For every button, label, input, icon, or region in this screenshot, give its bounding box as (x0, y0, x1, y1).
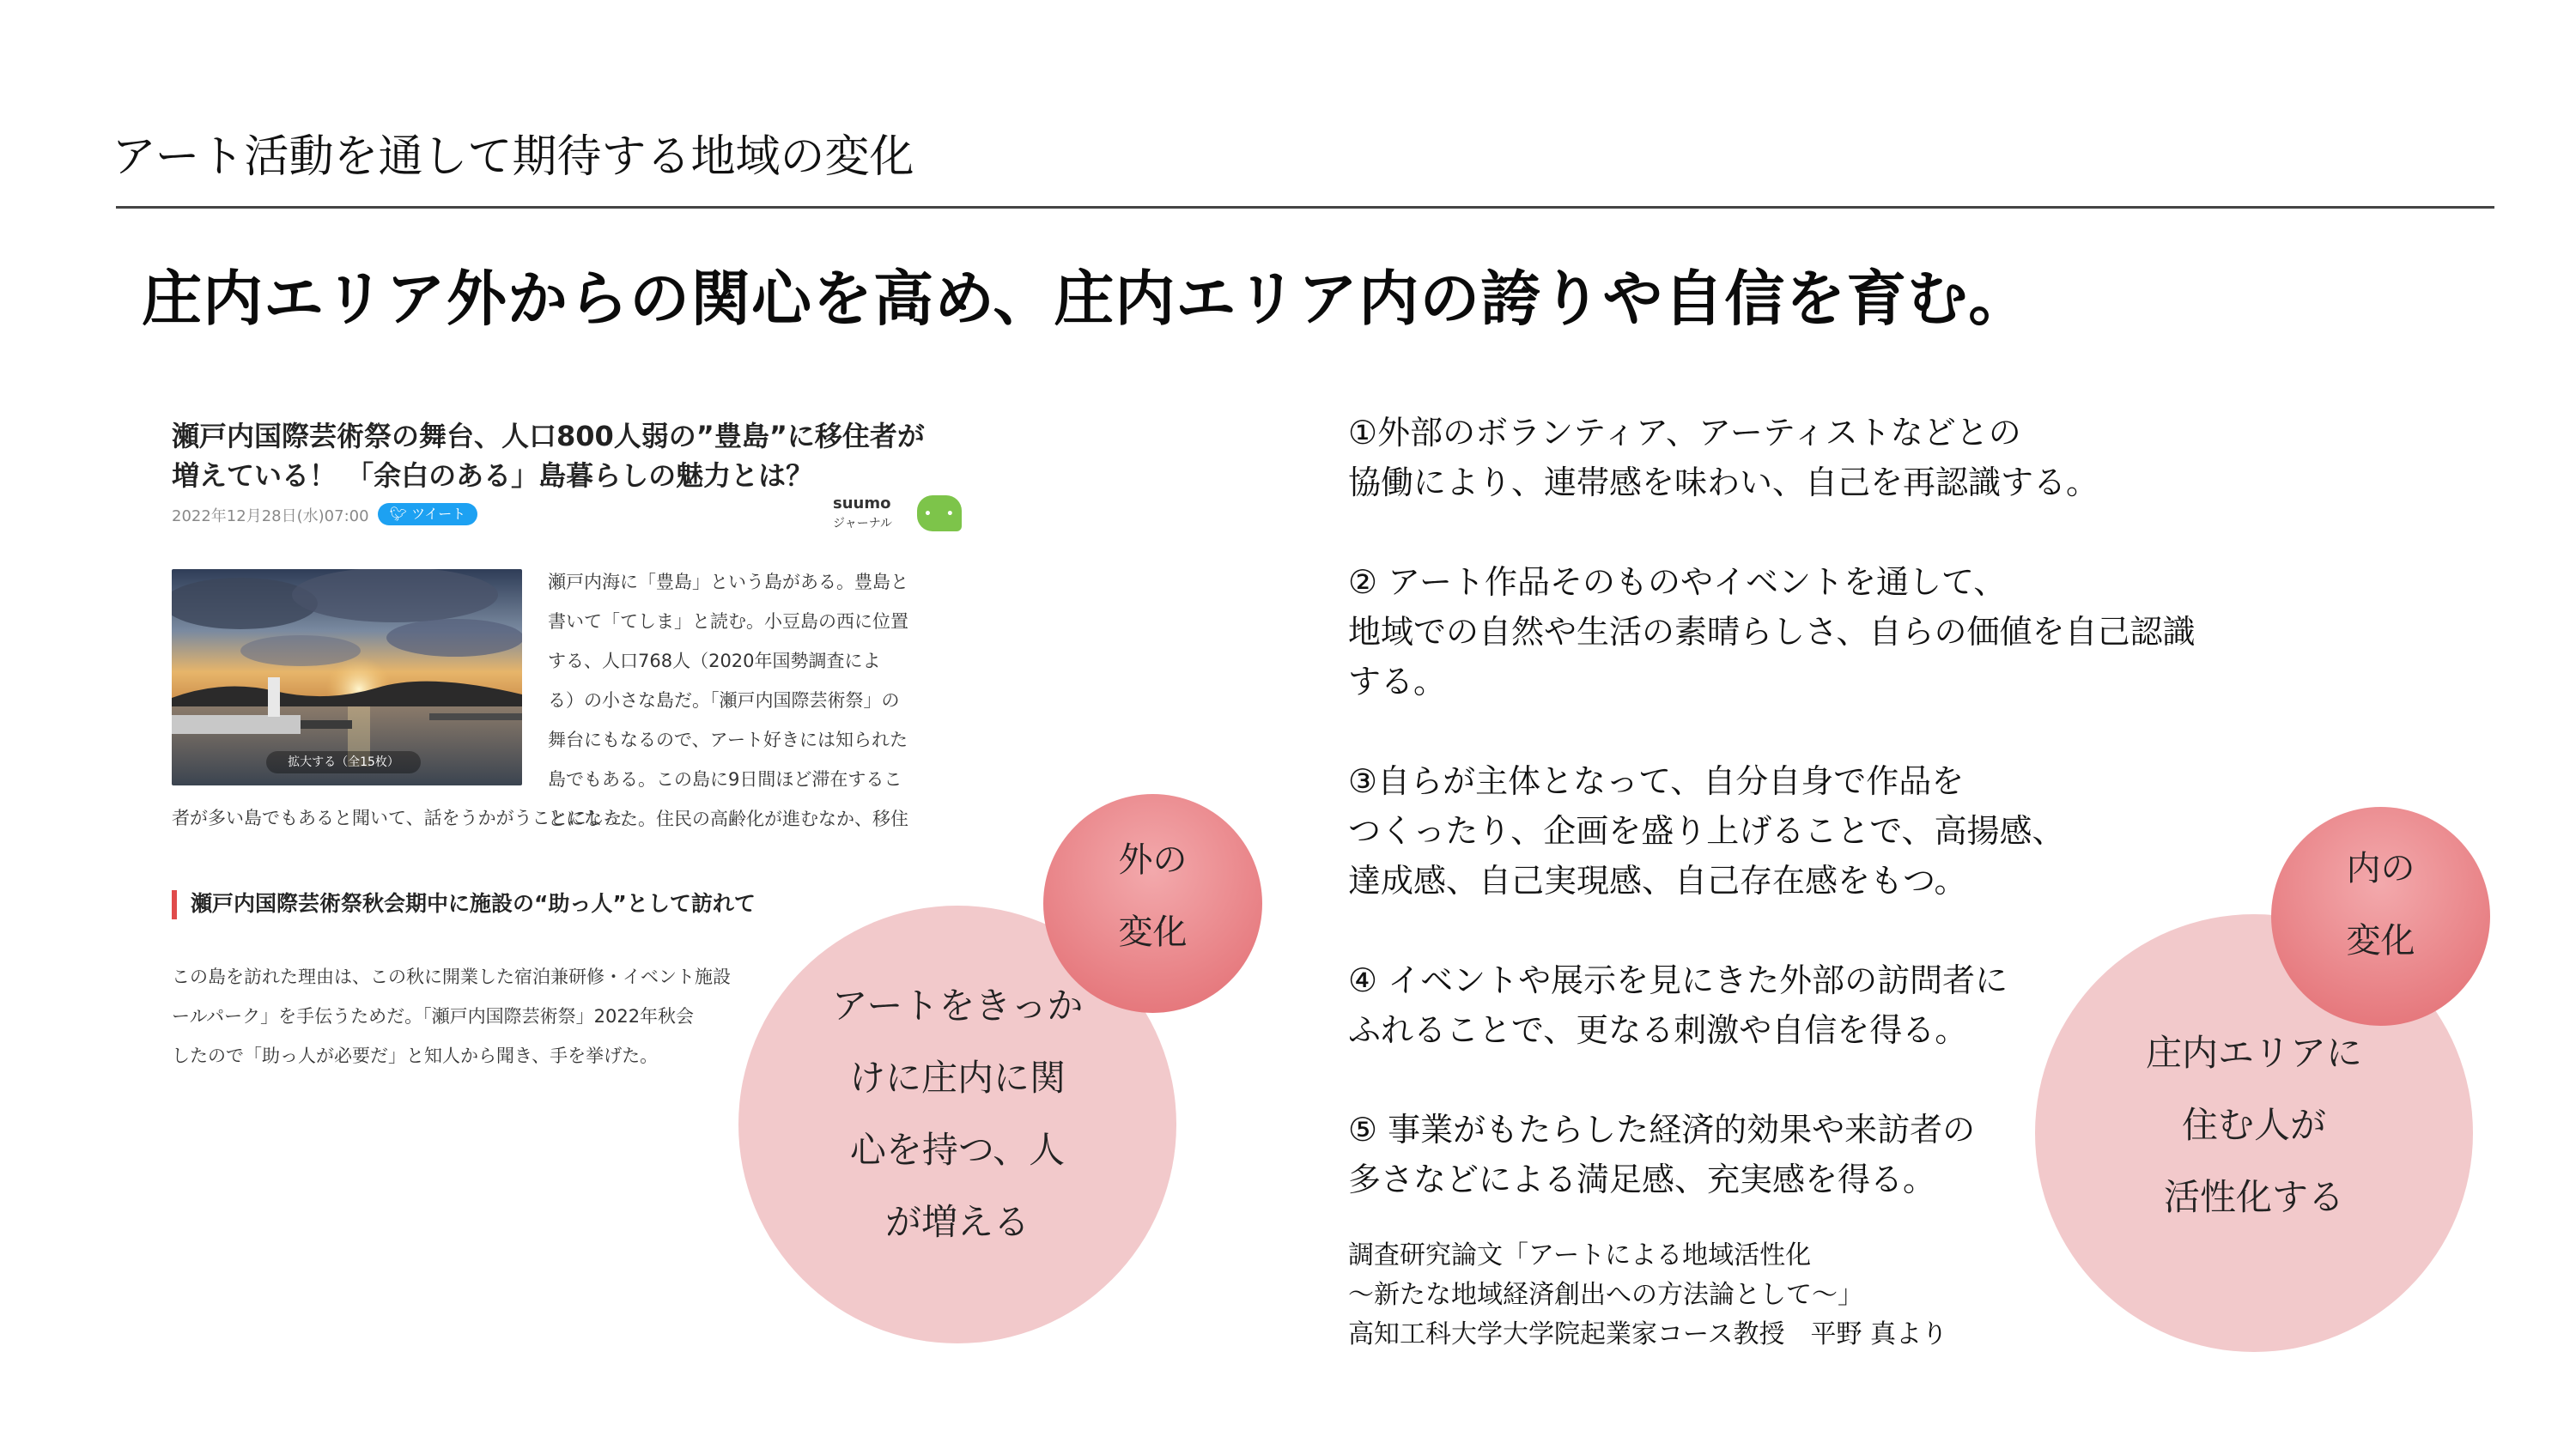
twitter-bird-icon: 🐦︎ (389, 506, 407, 522)
effect-item (1348, 557, 2293, 706)
inner-change-label (2271, 833, 2490, 977)
article-photo (172, 569, 522, 785)
article-date: 2022年12月28日(水)07:00 (172, 507, 369, 525)
subheading-text: 瀬戸内国際芸術祭秋会期中に施設の“助っ人”として訪れて (191, 891, 756, 916)
outer-change-line: アートをきっか (831, 985, 1084, 1027)
inner-change-line: 活性化する (2163, 1176, 2344, 1218)
outer-change-label (1043, 824, 1262, 968)
article-body-line: この島を訪れた理由は、この秋に開業した宿泊兼研修・イベント施設 (172, 967, 731, 987)
effect-line: 達成感、自己実現感、自己存在感をもつ。 (1348, 862, 1967, 900)
article-lead-continuation: 者が多い島でもあると聞いて、話をうかがうことにした。 (172, 808, 641, 828)
source-line: 高知工科大学大学院起業家コース教授 平野 真より (1348, 1319, 1948, 1349)
headline: 庄内エリア外からの関心を高め、庄内エリア内の誇りや自信を育む。 (142, 264, 2030, 334)
article-subheading (172, 887, 962, 921)
outer-change-text (799, 970, 1116, 1258)
article-body-line: ールパーク」を手伝うためだ。「瀬戸内国際芸術祭」2022年秋会 (172, 1006, 695, 1027)
outer-change-label-line: 変化 (1118, 912, 1188, 952)
inner-change-label-line: 内の (2346, 849, 2415, 888)
inner-change-line: 住む人が (2181, 1104, 2326, 1146)
article-lead-line: 島でもある。この島に9日間ほど滞在するこ (548, 769, 902, 790)
article-lead-line: 舞台にもなるので、アート好きには知られた (548, 730, 908, 750)
title-divider (116, 206, 2494, 209)
outer-change-line: けに庄内に関 (848, 1057, 1066, 1099)
effect-line: ⑤ 事業がもたらした経済的効果や来訪者の (1348, 1111, 1976, 1149)
article-title-line: 瀬戸内国際芸術祭の舞台、人口800人弱の”豊島”に移住者が (172, 420, 925, 452)
effect-item (1348, 756, 2293, 906)
effect-line: ①外部のボランティア、アーティストなどとの (1348, 414, 2021, 452)
effect-line: つくったり、企画を盛り上げることで、高揚感、 (1348, 812, 2065, 850)
suumo-logo (833, 495, 962, 537)
inner-change-text (2035, 1017, 2473, 1234)
effect-line: 協働により、連帯感を味わい、自己を再認識する。 (1348, 464, 2099, 501)
outer-change-line: が増える (884, 1201, 1030, 1243)
article-lead (548, 562, 960, 839)
tweet-button (378, 503, 477, 525)
article-lead-line: とになった。住民の高齢化が進むなか、移住 (548, 809, 908, 829)
effect-line: ふれることで、更なる刺激や自信を得る。 (1348, 1011, 1968, 1049)
inner-change-line: 庄内エリアに (2145, 1032, 2362, 1074)
effect-item (1348, 408, 2293, 507)
article-lead-line: る）の小さな島だ。「瀬戸内国際芸術祭」の (548, 690, 900, 711)
article-lead-line: 瀬戸内海に「豊島」という島がある。豊島と (548, 572, 908, 592)
suumo-logo-text: suumo (833, 494, 891, 512)
article-lead-line: 書いて「てしま」と読む。小豆島の西に位置 (548, 611, 908, 632)
effect-line: ④ イベントや展示を見にきた外部の訪問者に (1348, 961, 2008, 999)
effect-line: 多さなどによる満足感、充実感を得る。 (1348, 1161, 1936, 1198)
article-title (172, 416, 962, 495)
inner-change-label-line: 変化 (2346, 921, 2415, 961)
slide-title: アート活動を通して期待する地域の変化 (112, 131, 914, 183)
source-line: 調査研究論文「アートによる地域活性化 (1348, 1240, 1812, 1270)
effect-line: ③自らが主体となって、自分自身で作品を (1348, 762, 1965, 800)
suumo-face-icon: • • (924, 507, 959, 521)
article-lead-line: する、人口768人（2020年国勢調査によ (548, 651, 881, 671)
article-body-line: したので「助っ人が必要だ」と知人から聞き、手を挙げた。 (172, 1046, 659, 1066)
outer-change-label-line: 外の (1118, 840, 1188, 880)
photo-enlarge-caption: 拡大する（全15枚） (266, 751, 421, 773)
outer-change-line: 心を持つ、人 (849, 1129, 1066, 1171)
source-line: ～新たな地域経済創出への方法論として～」 (1348, 1280, 1863, 1310)
tweet-label: ツイート (411, 506, 466, 522)
article-title-line: 増えている！ 「余白のある」島暮らしの魅力とは？ (172, 459, 814, 492)
effect-line: 地域での自然や生活の素晴らしさ、自らの価値を自己認識 (1348, 613, 2196, 651)
effect-line: する。 (1348, 663, 1447, 700)
effect-line: ② アート作品そのものやイベントを通して、 (1348, 563, 2007, 601)
subheading-accent-bar (172, 890, 177, 919)
suumo-logo-sub: ジャーナル (833, 517, 893, 530)
